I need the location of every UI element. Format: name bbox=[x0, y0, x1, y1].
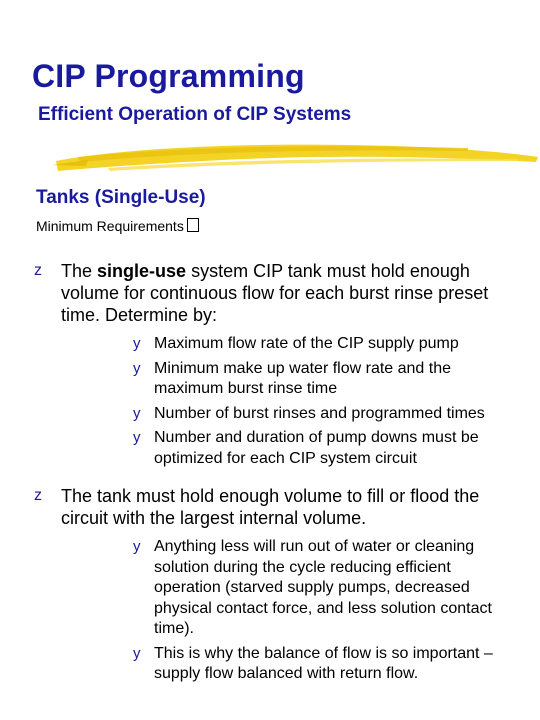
sub-bullet-item: y Anything less will run out of water or cleaning solution during the cycle reducing efficient operation (starved supply pumps, decreased physical contact force, and less solution contact time). bbox=[133, 538, 492, 637]
section-title: Tanks (Single-Use) bbox=[36, 187, 206, 208]
sub-bullet-item: y This is why the balance of flow is so important – supply flow balanced with return flow. bbox=[133, 644, 493, 682]
sub-bullet-list bbox=[61, 537, 526, 685]
sub-bullet-marker-icon: y bbox=[133, 404, 141, 422]
bullet-list bbox=[0, 260, 540, 693]
highlighter-stroke-decoration bbox=[48, 135, 540, 175]
sub-bullet-marker-icon: y bbox=[133, 644, 141, 662]
sub-bullet-item: y Number and duration of pump downs must be optimized for each CIP system circuit bbox=[133, 429, 479, 467]
sub-bullet-marker-icon: y bbox=[133, 359, 141, 377]
sub-bullet-item: y Minimum make up water flow rate and the maximum burst rinse time bbox=[133, 359, 452, 397]
bullet-item: z The single-use system CIP tank must hold enough volume for continuous flow for each burst rinse preset time. Determine by: y Maximum flow rate of the CIP supply pump y Minimum make up water flow rate and the maximum burst rinse time y Number of burst rinses and programmed times y Number and duration of pump downs must be optimized for each CIP system circuit bbox=[0, 260, 540, 469]
sub-bullet-item: y Maximum flow rate of the CIP supply pump bbox=[61, 334, 526, 355]
page-subtitle: Efficient Operation of CIP Systems bbox=[38, 104, 352, 125]
sub-bullet-marker-icon: y bbox=[133, 538, 141, 555]
sub-bullet-item: y Number of burst rinses and programmed times bbox=[61, 404, 526, 425]
bullet-marker-icon: z bbox=[34, 487, 42, 504]
bullet-marker-icon: z bbox=[34, 262, 42, 279]
sub-bullet-marker-icon: y bbox=[133, 335, 141, 352]
page-title: CIP Programming bbox=[32, 58, 305, 94]
section-subtitle: Minimum Requirements bbox=[36, 218, 199, 234]
sub-bullet-marker-icon: y bbox=[133, 429, 141, 446]
sub-bullet-list bbox=[61, 334, 526, 469]
bullet-item: z The tank must hold enough volume to fill or flood the circuit with the largest internal volume. y Anything less will run out of water or cleaning solution during the cycle reducing efficient operation (starved supply pumps, decreased physical contact force, and less solution contact time). y This is why the balance of flow is so important – supply flow balanced with return flow. bbox=[0, 485, 540, 685]
box-glyph-icon bbox=[187, 218, 199, 232]
